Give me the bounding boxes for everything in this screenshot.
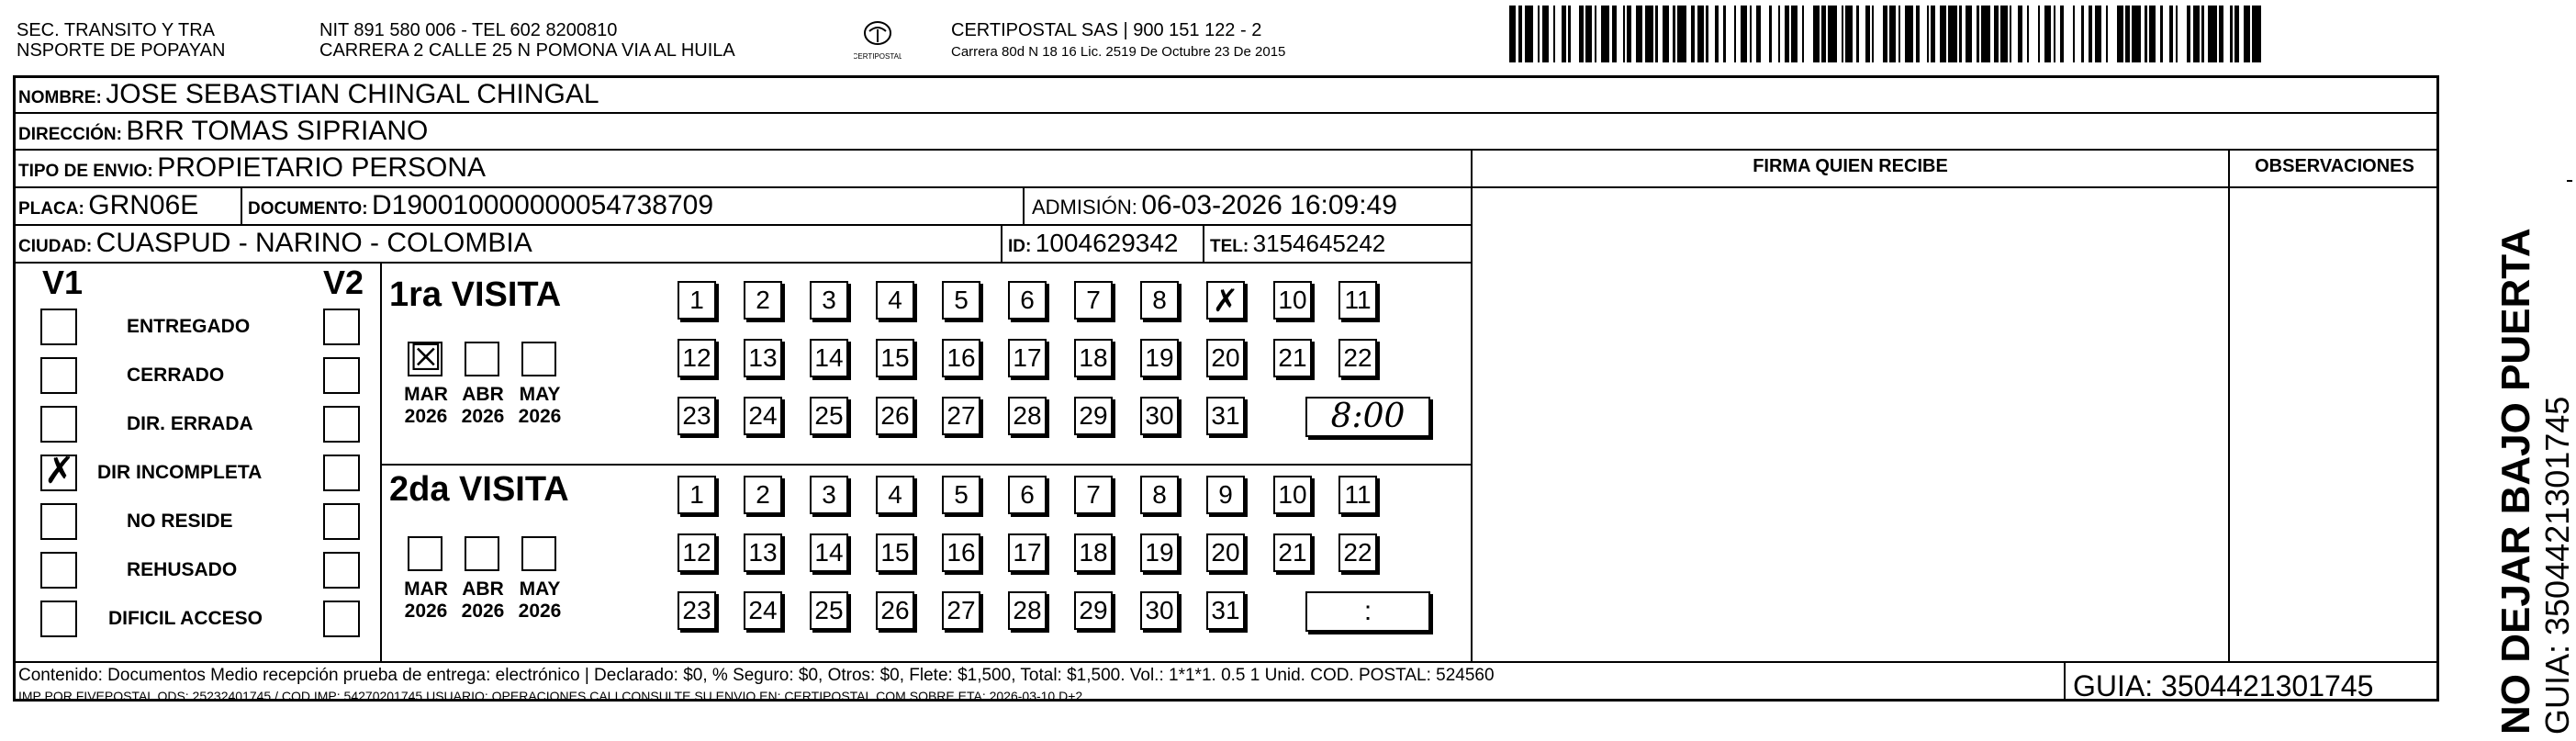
barcode-bar	[2163, 6, 2169, 62]
barcode-bar	[1555, 6, 1562, 62]
v1-checkbox[interactable]	[40, 450, 77, 492]
side-guia-number: GUIA: 3504421301745	[2538, 396, 2576, 735]
day-box[interactable]: 13	[744, 533, 782, 572]
month-name: ABR	[462, 384, 504, 405]
barcode-bar	[1813, 6, 1820, 62]
carrier-license: Carrera 80d N 18 16 Lic. 2519 De Octubre 23 De 2015	[951, 44, 1286, 60]
contents-line: Contenido: Documentos Medio recepción prueba de entrega: electrónico | Declarado: $0, % Seguro: $0, Otros: $0, Flete: $1,500, Total: $1,500. Vol.: 1*1*1. 0.5 1 Unid. COD. POSTAL: 524560	[18, 666, 1495, 685]
barcode-bar	[2208, 6, 2217, 62]
barcode-bar	[2011, 6, 2018, 62]
barcode-bar	[1761, 6, 1770, 62]
day-box[interactable]: 19	[1140, 533, 1179, 572]
sender-name-line2: NSPORTE DE POPAYAN	[17, 40, 226, 61]
admision-cell	[1032, 190, 1397, 226]
day-box[interactable]: 16	[942, 533, 980, 572]
barcode-bar	[1697, 6, 1704, 62]
day-box[interactable]: 25	[810, 397, 848, 435]
day-box[interactable]	[1206, 281, 1245, 320]
day-box[interactable]: 4	[876, 281, 914, 320]
placa-label: PLACA:	[18, 199, 84, 219]
status-label: ENTREGADO	[127, 316, 251, 337]
v2-checkbox[interactable]	[323, 601, 360, 637]
day-box[interactable]: 24	[744, 397, 782, 435]
month-name: MAY	[519, 578, 561, 600]
day-box[interactable]: 11	[1338, 281, 1377, 320]
tel-cell	[1210, 228, 1385, 264]
second-visit-time[interactable]: :	[1305, 591, 1430, 632]
barcode-bar	[2149, 6, 2156, 62]
direccion-label: DIRECCIÓN:	[18, 125, 122, 144]
barcode-bar	[2223, 6, 2230, 62]
handwritten-check-mark: ✗	[44, 450, 75, 492]
day-box[interactable]: 31	[1206, 397, 1245, 435]
day-box[interactable]: 6	[1008, 476, 1047, 514]
v2-checkbox[interactable]	[323, 406, 360, 443]
month-checkbox[interactable]	[465, 536, 499, 571]
day-box[interactable]: 7	[1074, 476, 1113, 514]
day-box[interactable]: 3	[810, 281, 848, 320]
documento-label: DOCUMENTO:	[248, 199, 368, 219]
id-cell	[1008, 228, 1179, 264]
day-box[interactable]: 26	[876, 591, 914, 630]
day-box[interactable]: 2	[744, 281, 782, 320]
day-box[interactable]: 30	[1140, 397, 1179, 435]
month-year: 2026	[461, 601, 505, 622]
barcode-bar	[1601, 6, 1610, 62]
barcode-bar	[1874, 6, 1883, 62]
day-box[interactable]: 26	[876, 397, 914, 435]
edge-tick	[2567, 180, 2572, 182]
day-box[interactable]: 27	[942, 591, 980, 630]
shipping-type: PROPIETARIO PERSONA	[157, 152, 487, 183]
day-box[interactable]: 8	[1140, 476, 1179, 514]
barcode-bar	[1645, 6, 1654, 62]
month-name: MAR	[404, 578, 448, 600]
recipient-phone: 3154645242	[1252, 230, 1386, 257]
carrier-name: CERTIPOSTAL SAS | 900 151 122 - 2	[951, 20, 1262, 40]
barcode-bar	[1617, 6, 1623, 62]
day-box[interactable]: 4	[876, 476, 914, 514]
barcode-bar	[1726, 6, 1735, 62]
month-checkbox[interactable]	[408, 536, 442, 571]
day-box[interactable]: 31	[1206, 591, 1245, 630]
day-box[interactable]: 7	[1074, 281, 1113, 320]
barcode-bar	[1845, 6, 1852, 62]
v2-checkbox[interactable]	[323, 309, 360, 345]
month-name: ABR	[462, 578, 504, 600]
documento-cell	[248, 190, 713, 226]
barcode-bar	[2064, 6, 2073, 62]
handwritten-check-mark: ☒	[409, 337, 442, 379]
recipient-address: BRR TOMAS SIPRIANO	[126, 116, 429, 146]
day-box[interactable]: 11	[1338, 476, 1377, 514]
day-box[interactable]: 29	[1074, 591, 1113, 630]
barcode-bar	[1966, 6, 1972, 62]
recipient-name: JOSE SEBASTIAN CHINGAL CHINGAL	[106, 79, 599, 109]
day-box[interactable]: 28	[1008, 591, 1047, 630]
day-box[interactable]: 25	[810, 591, 848, 630]
v1-checkbox[interactable]	[40, 552, 77, 589]
day-box[interactable]: 15	[876, 533, 914, 572]
day-box[interactable]: 14	[810, 339, 848, 377]
status-label: DIFICIL ACCESO	[108, 608, 263, 629]
barcode-bar	[1889, 6, 1896, 62]
sender-name-line1: SEC. TRANSITO Y TRA	[17, 20, 215, 40]
v1-header: V1	[42, 264, 84, 301]
tipo-label: TIPO DE ENVIO:	[18, 162, 153, 181]
barcode-bar	[1828, 6, 1837, 62]
barcode-bar	[1663, 6, 1669, 62]
barcode-bar	[2095, 6, 2101, 62]
barcode-bar	[1859, 6, 1865, 62]
shipping-type-row	[18, 152, 486, 188]
day-box[interactable]: 23	[678, 397, 716, 435]
day-box[interactable]: 23	[678, 591, 716, 630]
observations-header: OBSERVACIONES	[2255, 156, 2414, 176]
first-visit-time[interactable]: 8:00	[1305, 397, 1430, 437]
sender-nit: NIT 891 580 006 - TEL 602 8200810	[319, 20, 618, 40]
document-number: D190010000000054738709	[372, 190, 714, 220]
barcode-bar	[1920, 6, 1926, 62]
barcode-bar	[2029, 6, 2038, 62]
v2-checkbox[interactable]	[323, 357, 360, 394]
day-box[interactable]: 5	[942, 476, 980, 514]
status-label: NO RESIDE	[127, 511, 233, 532]
print-info-line: IMP POR FIVEPOSTAL ODS: 25232401745 / COD.IMP: 54270201745 USUARIO: OPERACIONES.CALI CONSULTE SU ENVIO EN: CERTIPOSTAL.COM SOBRE ETA: 2026-03-10 D+2	[18, 689, 1083, 703]
barcode-bar	[2108, 6, 2117, 62]
status-label: REHUSADO	[127, 559, 238, 580]
day-box[interactable]: 13	[744, 339, 782, 377]
month-label	[454, 578, 512, 623]
ciudad-label: CIUDAD:	[18, 237, 93, 256]
day-box[interactable]: 1	[678, 476, 716, 514]
certipostal-logo	[854, 17, 902, 64]
day-box[interactable]: 18	[1074, 339, 1113, 377]
barcode-bar	[1804, 6, 1813, 62]
month-checkbox[interactable]	[521, 342, 556, 376]
day-box[interactable]: 17	[1008, 339, 1047, 377]
sender-address: CARRERA 2 CALLE 25 N POMONA VIA AL HUILA	[319, 40, 735, 61]
day-box[interactable]: 15	[876, 339, 914, 377]
month-label	[454, 384, 512, 428]
city: CUASPUD - NARINO - COLOMBIA	[95, 228, 532, 258]
day-box[interactable]: 27	[942, 397, 980, 435]
day-box[interactable]: 20	[1206, 533, 1245, 572]
day-box[interactable]: 30	[1140, 591, 1179, 630]
month-year: 2026	[404, 406, 448, 427]
day-box[interactable]: 18	[1074, 533, 1113, 572]
day-box[interactable]: 19	[1140, 339, 1179, 377]
day-box[interactable]: 24	[744, 591, 782, 630]
day-box[interactable]: 14	[810, 533, 848, 572]
barcode-bar	[2252, 6, 2261, 62]
day-box[interactable]: 5	[942, 281, 980, 320]
day-box[interactable]: 12	[678, 533, 716, 572]
barcode-bar	[1585, 6, 1592, 62]
admision-label: ADMISIÓN:	[1032, 196, 1137, 219]
barcode-bar	[2244, 6, 2250, 62]
admission-date: 06-03-2026 16:09:49	[1141, 190, 1397, 220]
address-row	[18, 116, 428, 152]
ciudad-cell	[18, 228, 532, 264]
barcode-bar	[2000, 6, 2007, 62]
barcode-bar	[1571, 6, 1580, 62]
guia-number: GUIA: 3504421301745	[2073, 669, 2374, 702]
barcode-bar	[2178, 6, 2187, 62]
month-checkbox[interactable]	[521, 536, 556, 571]
month-name: MAR	[404, 384, 448, 405]
v2-checkbox[interactable]	[323, 503, 360, 540]
day-box[interactable]: 17	[1008, 533, 1047, 572]
v2-header: V2	[323, 264, 364, 301]
day-box[interactable]: 10	[1273, 476, 1312, 514]
barcode-bar	[2117, 6, 2123, 62]
first-visit-title: 1ra VISITA	[389, 275, 562, 314]
day-box[interactable]: 28	[1008, 397, 1047, 435]
day-box[interactable]: 6	[1008, 281, 1047, 320]
barcode-bar	[1542, 6, 1549, 62]
month-label	[510, 384, 569, 428]
id-label: ID:	[1008, 237, 1032, 256]
barcode-bar	[1948, 6, 1957, 62]
barcode-bar	[1741, 6, 1747, 62]
day-box[interactable]: 21	[1273, 533, 1312, 572]
month-label	[397, 384, 455, 428]
handwritten-day-mark: ✗	[1212, 283, 1239, 320]
day-box[interactable]: 9	[1206, 476, 1245, 514]
month-name: MAY	[519, 384, 561, 405]
day-box[interactable]: 20	[1206, 339, 1245, 377]
v1-checkbox[interactable]	[40, 406, 77, 443]
day-box[interactable]: 1	[678, 281, 716, 320]
status-label: CERRADO	[127, 365, 225, 386]
no-dejar-bajo-puerta-warning: NO DEJAR BAJO PUERTA	[2493, 228, 2538, 735]
status-label: DIR. ERRADA	[127, 413, 253, 434]
day-box[interactable]: 22	[1338, 339, 1377, 377]
barcode-bar	[1772, 6, 1778, 62]
v1-checkbox[interactable]	[40, 357, 77, 394]
day-box[interactable]: 22	[1338, 533, 1377, 572]
signature-header: FIRMA QUIEN RECIBE	[1753, 156, 1948, 176]
day-box[interactable]: 21	[1273, 339, 1312, 377]
status-label: DIR INCOMPLETA	[97, 462, 263, 483]
placa-cell	[18, 190, 198, 226]
month-year: 2026	[461, 406, 505, 427]
logo-text: CERTIPOSTAL	[854, 52, 902, 61]
barcode-bar	[1905, 6, 1914, 62]
v1-checkbox[interactable]	[40, 309, 77, 345]
barcode-bar	[1940, 6, 1946, 62]
v2-checkbox[interactable]	[323, 552, 360, 589]
barcode-bar	[1791, 6, 1798, 62]
day-box[interactable]: 12	[678, 339, 716, 377]
month-year: 2026	[404, 601, 448, 622]
barcode-bar	[2132, 6, 2141, 62]
barcode-bar	[1525, 6, 1534, 62]
day-box[interactable]: 16	[942, 339, 980, 377]
barcode-bar	[2044, 6, 2051, 62]
v1-checkbox[interactable]	[40, 601, 77, 637]
barcode-bar	[1708, 6, 1715, 62]
barcode	[1509, 6, 2260, 62]
nombre-label: NOMBRE:	[18, 88, 102, 107]
month-year: 2026	[518, 406, 562, 427]
plate-number: GRN06E	[88, 190, 199, 220]
day-box[interactable]: 10	[1273, 281, 1312, 320]
day-box[interactable]: 8	[1140, 281, 1179, 320]
barcode-bar	[1509, 6, 1516, 62]
day-box[interactable]: 29	[1074, 397, 1113, 435]
v2-checkbox[interactable]	[323, 455, 360, 491]
barcode-bar	[1636, 6, 1642, 62]
day-box[interactable]: 3	[810, 476, 848, 514]
month-label	[397, 578, 455, 623]
month-checkbox[interactable]	[465, 342, 499, 376]
month-label	[510, 578, 569, 623]
v1-checkbox[interactable]	[40, 503, 77, 540]
recipient-id: 1004629342	[1035, 229, 1179, 257]
month-checkbox[interactable]	[408, 337, 442, 379]
recipient-name-row	[18, 79, 599, 115]
day-box[interactable]: 2	[744, 476, 782, 514]
barcode-bar	[2193, 6, 2200, 62]
second-visit-title: 2da VISITA	[389, 470, 569, 509]
barcode-bar	[1981, 6, 1990, 62]
barcode-bar	[2075, 6, 2081, 62]
tel-label: TEL:	[1210, 237, 1249, 256]
month-year: 2026	[518, 601, 562, 622]
barcode-bar	[1677, 6, 1686, 62]
